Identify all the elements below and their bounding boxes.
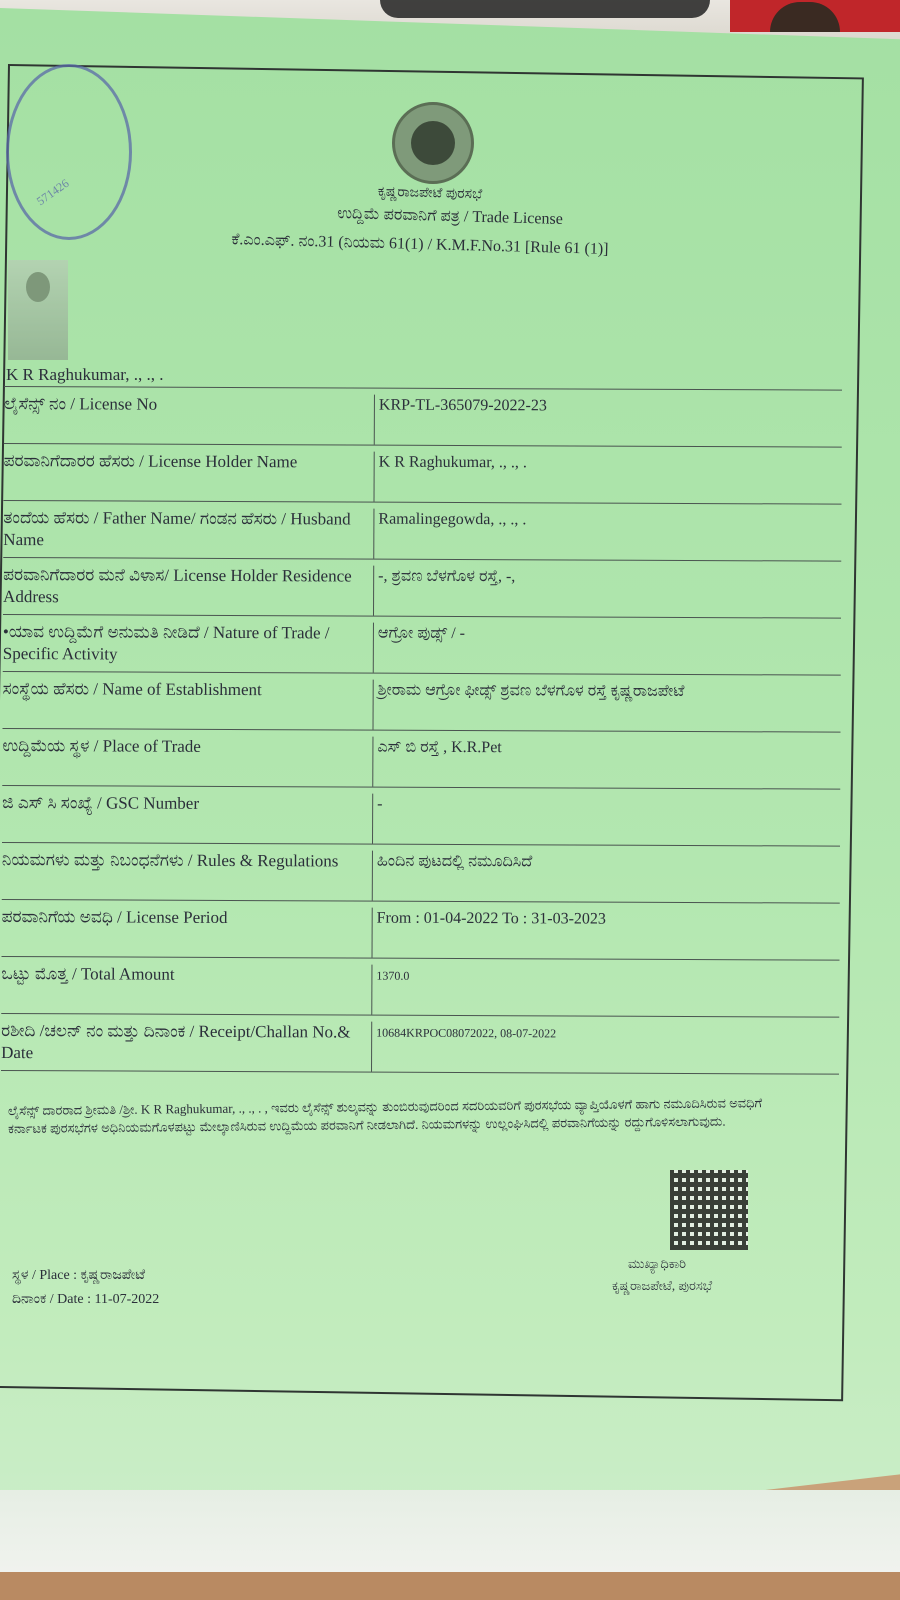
table-row-gsc-number <box>2 786 840 847</box>
government-emblem-icon <box>392 102 474 184</box>
row-label: ಒಟ್ಟು ಮೊತ್ತ / Total Amount <box>1 963 175 984</box>
table-row-license-no <box>4 387 842 448</box>
row-label: ಪರವಾನಿಗೆಯ ಅವಧಿ / License Period <box>1 906 228 927</box>
row-value: 1370.0 <box>371 965 836 1017</box>
holder-photo-head <box>26 272 50 302</box>
row-label: ರಶೀದಿ /ಚಲನ್ ನಂ ಮತ್ತು ದಿನಾಂಕ / Receipt/Challan No.& Date <box>1 1020 351 1063</box>
row-value: ಎಸ್ ಬಿ ರಸ್ತೆ , K.R.Pet <box>372 737 837 789</box>
emblem-center <box>411 121 455 165</box>
row-value: - <box>372 794 837 846</box>
table-row-license-period <box>2 900 840 961</box>
row-label: ಜಿ ಎಸ್ ಸಿ ಸಂಖ್ಯೆ / GSC Number <box>2 792 200 813</box>
row-value: K R Raghukumar, ., ., . <box>373 452 838 504</box>
municipality-name: ಕೃಷ್ಣರಾಜಪೇಟೆ ಪುರಸಭೆ <box>377 184 483 203</box>
qr-code-icon <box>670 1170 748 1250</box>
document-title: ಉದ್ದಿಮೆ ಪರವಾನಿಗೆ ಪತ್ರ / Trade License <box>337 205 564 228</box>
row-label: ಸಂಸ್ಥೆಯ ಹೆಸರು / Name of Establishment <box>2 678 262 700</box>
table-row-father-name <box>3 501 841 562</box>
table-row-receipt <box>1 1014 839 1075</box>
row-label: ಪರವಾನಿಗೆದಾರರ ಹೆಸರು / License Holder Name <box>3 450 298 472</box>
background-photo <box>770 2 840 32</box>
office-seal-stamp <box>6 64 132 240</box>
signatory-title: ಮುಖ್ಯಾಧಿಕಾರಿ <box>628 1256 687 1271</box>
table-row-establishment-name <box>3 672 841 733</box>
issue-date: ದಿನಾಂಕ / Date : 11-07-2022 <box>12 1292 160 1307</box>
row-label: ತಂದೆಯ ಹೆಸರು / Father Name/ ಗಂಡನ ಹೆಸರು / Husband Name <box>3 507 351 550</box>
table-row-nature-of-trade <box>3 615 841 676</box>
table-row-holder-name <box>3 444 841 505</box>
row-value: -, ಶ್ರವಣ ಬೆಳಗೊಳ ರಸ್ತೆ, -, <box>373 566 838 618</box>
row-value: Ramalingegowda, ., ., . <box>373 509 838 561</box>
table-row-rules <box>2 843 840 904</box>
row-value: ಶ್ರೀರಾಮ ಆಗ್ರೋ ಫೀಡ್ಸ್ ಶ್ರವಣ ಬೆಳಗೊಳ ರಸ್ತೆ ಕೃಷ್ಣರಾಜಪೇಟೆ <box>373 680 838 732</box>
row-value: ಹಿಂದಿನ ಪುಟದಲ್ಲಿ ನಮೂದಿಸಿದೆ <box>372 851 837 903</box>
issue-place: ಸ್ಥಳ / Place : ಕೃಷ್ಣರಾಜಪೇಟೆ <box>12 1268 146 1283</box>
holder-name-heading: K R Raghukumar, ., ., . <box>6 365 164 384</box>
license-declaration: ಲೈಸೆನ್ಸ್ ದಾರರಾದ ಶ್ರೀಮತಿ /ಶ್ರೀ. K R Raghukumar, ., ., . , ಇವರು ಲೈಸೆನ್ಸ್ ಶುಲ್ಕವನ್ನು ತುಂಬಿರುವುದರಿಂದ ಸದರಿಯವರಿಗೆ ಪುರಸಭೆಯ ವ್ಯಾಪ್ತಿಯೊಳಗೆ ಹಾಗು ನಮೂದಿಸಿರುವ ಅವಧಿಗೆ ಕರ್ನಾಟಕ ಪುರಸಭೆಗಳ ಅಧಿನಿಯಮಗೊಳಪಟ್ಟು ಮೇಲ್ಕಾಣಿಸಿರುವ ಉದ್ದಿಮೆಯ ಪರವಾನಿಗೆ ನೀಡಲಾಗಿದೆ. ನಿಯಮಗಳನ್ನು ಉಲ್ಲಂಘಿಸಿದಲ್ಲಿ ಪರವಾನಿಗೆಯನ್ನು ರದ್ದುಗೊಳಿಸಲಾಗುವುದು. <box>7 1095 763 1137</box>
signatory-organization: ಕೃಷ್ಣರಾಜಪೇಟೆ, ಪುರಸಭೆ <box>612 1278 713 1293</box>
row-label: ಪರವಾನಿಗೆದಾರರ ಮನೆ ವಿಳಾಸ/ License Holder Residence Address <box>3 564 352 607</box>
row-label: •ಯಾವ ಉದ್ದಿಮೆಗೆ ಅನುಮತಿ ನೀಡಿದೆ / Nature of Trade / Specific Activity <box>2 621 330 664</box>
row-label: ಲೈಸೆನ್ಸ್ ನಂ / License No <box>3 393 158 414</box>
holder-photo <box>8 260 68 360</box>
seal-number: 571426 <box>33 176 72 209</box>
table-row-total-amount <box>1 957 839 1018</box>
plastic-sleeve <box>0 1490 900 1580</box>
row-value: From : 01-04-2022 To : 31-03-2023 <box>372 908 837 960</box>
row-value: ಆಗ್ರೋ ಪುಡ್ಸ್ / - <box>373 623 838 675</box>
background-newspaper-text <box>380 0 710 18</box>
rule-reference: ಕೆ.ಎಂ.ಎಫ್. ನಂ.31 (ನಿಯಮ 61(1) / K.M.F.No.31 [Rule 61 (1)] <box>231 231 609 258</box>
row-label: ನಿಯಮಗಳು ಮತ್ತು ನಿಬಂಧನೆಗಳು / Rules & Regulations <box>1 849 339 871</box>
table-row-place-of-trade <box>2 729 840 790</box>
table-surface <box>0 1572 900 1600</box>
license-details-table <box>1 386 842 1075</box>
row-label: ಉದ್ದಿಮೆಯ ಸ್ಥಳ / Place of Trade <box>2 735 201 756</box>
row-value: KRP-TL-365079-2022-23 <box>374 395 839 447</box>
row-value: 10684KRPOC08072022, 08-07-2022 <box>371 1022 836 1074</box>
table-row-residence-address <box>3 558 841 619</box>
background-red-card <box>730 0 900 32</box>
